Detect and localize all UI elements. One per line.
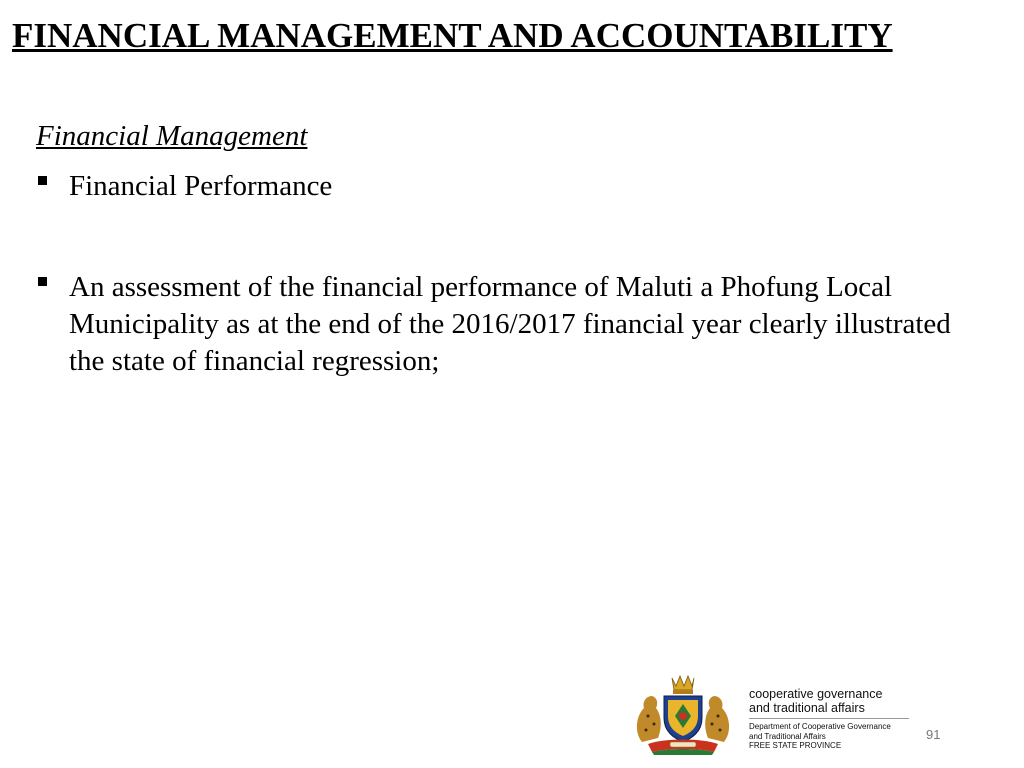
dept-name-line1: Department of Cooperative Governance	[749, 722, 891, 731]
org-name-line2: and traditional affairs	[749, 701, 865, 715]
square-bullet-icon	[38, 277, 47, 286]
square-bullet-icon	[38, 176, 47, 185]
dept-province: FREE STATE PROVINCE	[749, 741, 842, 750]
divider	[749, 718, 909, 719]
section-subheading: Financial Management	[36, 120, 308, 152]
slide-title: FINANCIAL MANAGEMENT AND ACCOUNTABILITY	[12, 16, 893, 55]
page-number: 91	[926, 727, 941, 742]
bullet-text: Financial Performance	[69, 170, 333, 202]
coat-of-arms-icon	[628, 672, 738, 756]
bullet-item	[36, 269, 976, 380]
dept-name-line2: and Traditional Affairs	[749, 731, 826, 741]
bullet-item	[36, 168, 976, 205]
org-name-line1: cooperative governance	[749, 687, 883, 701]
bullet-text: An assessment of the financial performance of Maluti a Phofung Local Municipality as at the end of the 2016/2017 financial year clearly illustrated the state of financial regression;	[69, 271, 951, 377]
bullet-list	[36, 168, 976, 380]
organization-block	[749, 687, 914, 751]
